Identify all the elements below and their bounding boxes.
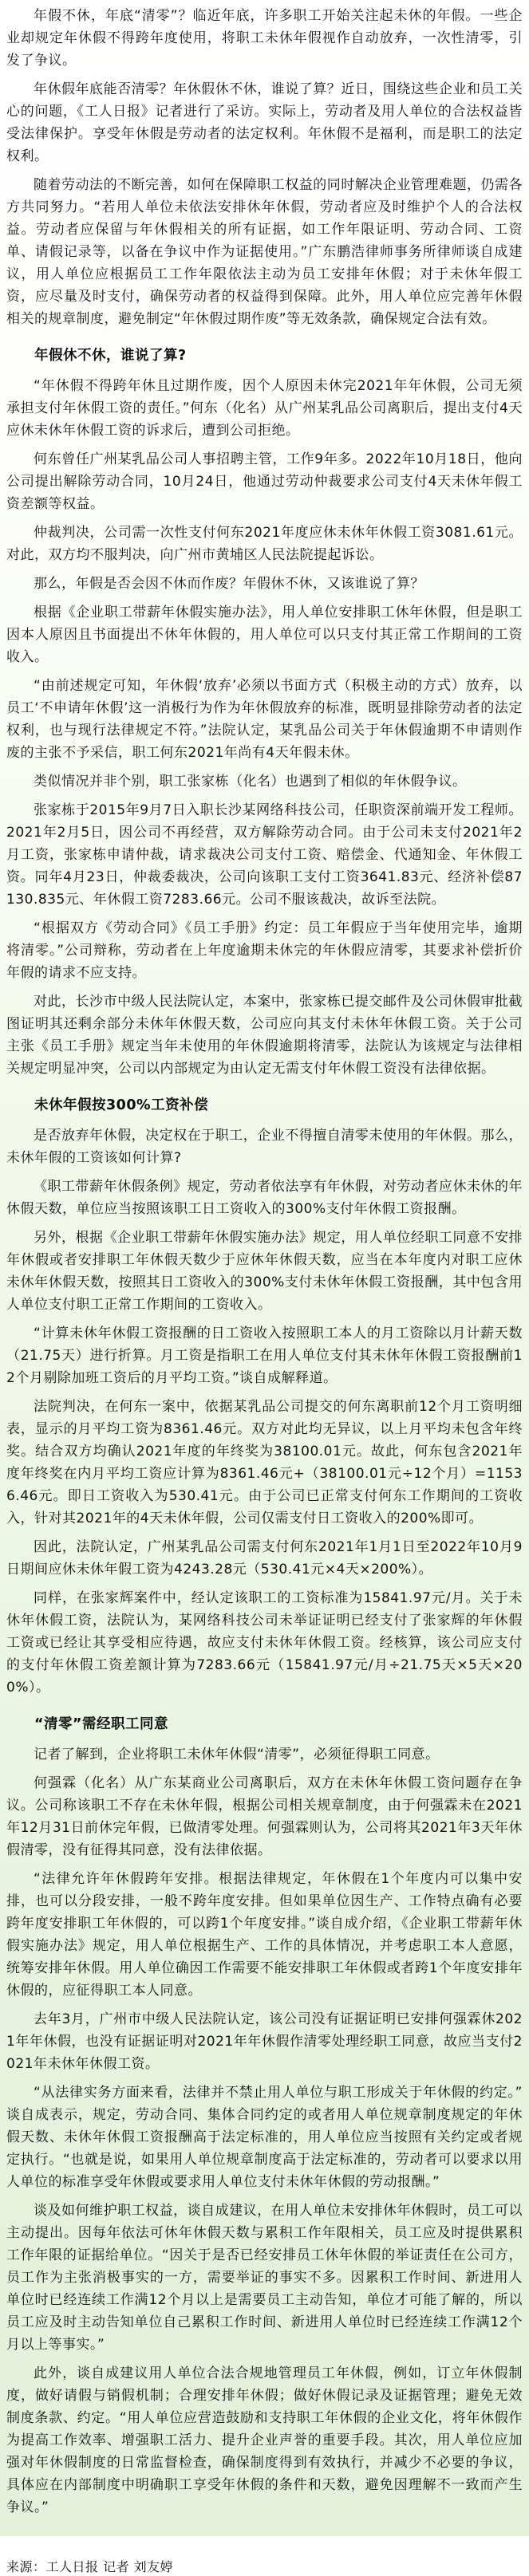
paragraph: 此外，谈自成建议用人单位合法合规地管理员工年休假，例如，订立年休假制度，做好请假与销假机制；合理安排年休假；做好休假记录及证据管理；避免无效制度条款、约定。“用人单位应营造鼓励和支持职工年休假的企业文化，将年休假作为提高工作效率、增强职工活力、提升企业声誉的重要手段。其次，用人单位应加强对年休假制度的日常监督检查，确保制度得到有效执行，并减少不必要的争议，具体应在内部制度中明确职工享受年休假的条件和天数，避免因理解不一致而产生争议。” bbox=[6, 2365, 523, 2515]
section-heading: 未休年假按300%工资补偿 bbox=[34, 1097, 209, 1113]
section-heading: “清零”需经职工同意 bbox=[34, 1716, 169, 1732]
paragraph: 同样，在张家辉案件中，经认定该职工的工资标准为15841.97元/月。关于未休年休假工资，法院认为，某网络科技公司未举证证明已经支付了张家辉的年休假工资或已经让其享受相应待遇，故应支付未休年休假工资。经核算，该公司应支付的支付年休假工资差额计算为7283.66元（15841.97元/月÷21.75天×5天×200%）。 bbox=[6, 1590, 523, 1696]
section-heading: 年假休不休，谁说了算? bbox=[34, 348, 187, 364]
paragraph: 因此，法院认定，广州某乳品公司需支付何东2021年1月1日至2022年10月9日期间应休未休年假工资为4243.28元（530.41元×4天×200%）。 bbox=[6, 1539, 523, 1578]
paragraph: “从法律实务方面来看，法律并不禁止用人单位与职工形成关于年休假的约定。”谈自成表示，规定，劳动合同、集体合同约定的或者用人单位规章制度规定的年休假天数、未休年休假工资报酬高于法定标准的，用人单位应当按照有关约定或者规定执行。“也就是说，如果用人单位规章制度高于法定标准的，劳动者可以要求以用人单位的标准享受年休假或要求用人单位支付未休年休假的劳动报酬。” bbox=[6, 2085, 523, 2190]
source-attribution: 来源：工人日报 记者 刘友婷 bbox=[6, 2559, 174, 2574]
paragraph: 是否放弃年休假，决定权在于职工，企业不得擅自清零未使用的年休假。那么，未休年假的工资该如何计算? bbox=[6, 1128, 523, 1166]
paragraph: 年休假年底能否清零？年休假休不休，谁说了算？近日，围绕这些企业和员工关心的问题，《工人日报》记者进行了采访。实际上，劳动者及用人单位的合法权益皆受法律保护。享受年休假是劳动者的法定权利。年休假不是福利，而是职工的法定权利。 bbox=[6, 81, 523, 164]
paragraph: “法律允许年休假跨年安排。根据法律规定，年休假在1个年度内可以集中安排，也可以分段安排，一般不跨年度安排。但如果单位因生产、工作特点确有必要跨年度安排职工年休假的，可以跨1个年度安排。”谈自成介绍，《企业职工带薪年休假实施办法》规定，用人单位根据生产、工作的具体情况，并考虑职工本人意愿，统筹安排年休假。用人单位确因工作需要不能安排职工年休假或者跨1个年度安排年休假的，应征得职工本人同意。 bbox=[6, 1871, 523, 1999]
paragraph: 法院判决，在何东一案中，依据某乳品公司提交的何东离职前12个月工资明细表，显示的月平均工资为8361.46元。双方对此均无异议，以上月平均未包含年终奖。结合双方均确认2021年度的年终奖为38100.01元。故此，何东包含2021年度年终奖在内月平均工资应计算为8361.46元+（38100.01元÷12个月）=11536.46元。即日工资收入为530.41元。由于公司已正常支付何东工作期间的工资收入，针对其2021年的4天未休年假，公司仅需支付日工资收入的200%即可。 bbox=[6, 1399, 523, 1526]
paragraph: “根据双方《劳动合同》《员工手册》约定：员工年假应于当年使用完毕，逾期将清零。”公司辩称，劳动者在上年度逾期未休完的年休假应清零，其要求补偿折价年假的请求不应支持。 bbox=[6, 920, 523, 981]
paragraph: “年休假不得跨年休且过期作废，因个人原因未休完2021年年休假，公司无须承担支付年休假工资的责任。”何东（化名）从广州某乳品公司离职后，提出支付4天应休未休年休假工资的诉求后，遭到公司拒绝。 bbox=[6, 378, 523, 439]
paragraph: 随着劳动法的不断完善，如何在保障职工权益的同时解决企业管理难题，仍需各方共同努力。“若用人单位未依法安排休年休假，劳动者应及时维护个人的合法权益。劳动者应保留与年休假相关的所有证据，如工作年限证明、劳动合同、工资单、请假记录等，以备在争议中作为证据使用。”广东鹏浩律师事务所律师谈自成建议，用人单位应根据员工工作年限依法主动为员工安排年休假；对于未休年假工资，应尽量及时支付，确保劳动者的权益得到保障。此外，用人单位应完善年休假相关的规章制度，避免制定“年休假过期作废”等无效条款，确保规定合法有效。 bbox=[6, 177, 523, 327]
paragraph: 类似情况并非个别，职工张家栋（化名）也遇到了相似的年休假争议。 bbox=[34, 774, 467, 790]
paragraph: 何强霖（化名）从广东某商业公司离职后，双方在未休年休假工资问题存在争议。公司称该职工不存在未休年假，根据公司相关规章制度，由于何强霖未在2021年12月31日前休完年假，已做清零处理。何强霖则认为，公司将其2021年3天年休假清零，没有征得其同意，没有法律依据。 bbox=[6, 1775, 523, 1858]
paragraph: “计算未休年休假工资报酬的日工资收入按照职工本人的月工资除以月计薪天数（21.75天）进行折算。月工资是指职工在用人单位支付其未休年休假工资报酬前12个月剔除加班工资后的月平均工资。”谈自成解释道。 bbox=[6, 1325, 523, 1386]
paragraph: 那么，年假是否会因不休而作废？年假休不休，又该谁说了算？ bbox=[34, 576, 424, 592]
paragraph: 去年3月，广州市中级人民法院认定，该公司没有证据证明已安排何强霖休2021年年休假，也没有证据证明对2021年年休假作清零处理经职工同意，故应当支付2021年未休年休假工资。 bbox=[6, 2011, 523, 2072]
paragraph: “由前述规定可知，年休假‘放弃’必须以书面方式（积极主动的方式）放弃，以员工‘不申请年休假’这一消极行为作为年休假放弃的标准，既明显排除劳动者的法定权利，也与现行法律规定不符。”法院认定，某乳品公司关于年休假逾期不申请则作废的主张不予采信，职工何东2021年尚有4天年假未休。 bbox=[6, 678, 523, 761]
paragraph: 对此，长沙市中级人民法院认定，本案中，张家栋已提交邮件及公司休假审批截图证明其还剩余部分未休年休假天数，公司应向其支付未休年休假工资。关于公司主张《员工手册》规定当年未使用的年休假逾期将清零，法院认为该规定与法律相关规定明显冲突，公司以内部规定为由认定无需支付年休假工资没有法律依据。 bbox=[6, 994, 523, 1077]
paragraph: 《职工带薪年休假条例》规定，劳动者依法享有年休假，对劳动者应休未休的年休假天数，单位应当按照该职工日工资收入的300%支付年休假工资报酬。 bbox=[6, 1179, 523, 1217]
paragraph: 根据《企业职工带薪年休假实施办法》，用人单位安排职工休年休假，但是职工因本人原因且书面提出不休年休假的，用人单位可以只支付其正常工作期间的工资收入。 bbox=[6, 605, 523, 665]
paragraph: 张家栋于2015年9月7日入职长沙某网络科技公司，任职资深前端开发工程师。2021年2月5日，因公司不再经营，双方解除劳动合同。由于公司未支付2021年2月工资，张家栋申请仲裁，请求裁决公司支付工资、赔偿金、代通知金、年休假工资。同年4月23日，仲裁委裁决，公司向该职工支付工资3641.83元、经济补偿87130.835元、年休假工资7283.66元。公司不服该裁决，故诉至法院。 bbox=[6, 802, 523, 908]
paragraph: 仲裁判决，公司需一次性支付何东2021年度应休未休年休假工资3081.61元。对此，双方均不服判决，向广州市黄埔区人民法院提起诉讼。 bbox=[6, 525, 523, 563]
paragraph: 谈及如何维护职工权益，谈自成建议，在用人单位未安排休年休假时，员工可以主动提出。因每年依法可休年休假天数与累积工作年限相关，员工应及时提供累积工作年限的证据给单位。“因关于是否已经安排员工休年休假的举证责任在公司方，员工作为主张消极事实的一方，需要举证的事实不多。因累积工作时间、新进用人单位时已经连续工作满12个月以上是需要员工主动告知，单位才可能了解的，所以员工应及时主动告知单位自己累积工作时间、新进用人单位时已经连续工作满12个月以上等事实。” bbox=[6, 2203, 523, 2353]
paragraph: 年假不休，年底“清零”？临近年底，许多职工开始关注起未休的年假。一些企业却规定年休假不得跨年度使用，将职工未休年假视作自动放弃，一次性清零，引发了争议。 bbox=[6, 8, 523, 69]
paragraph: 另外，根据《企业职工带薪年休假实施办法》规定，用人单位经职工同意不安排年休假或者安排职工年休假天数少于应休年休假天数，应当在本年度内对职工应休未休年休假天数，按照其日工资收入的300%支付未休年休假工资报酬，其中包含用人单位支付职工正常工作期间的工资收入。 bbox=[6, 1230, 523, 1313]
paragraph: 记者了解到，企业将职工未休年休假“清零”，必须征得职工同意。 bbox=[34, 1747, 440, 1763]
paragraph: 何东曾任广州某乳品公司人事招聘主管，工作9年多。2022年10月18日，他向公司提出解除劳动合同，10月24日，他通过劳动仲裁要求公司支付4天未休年假工资差额等权益。 bbox=[6, 451, 523, 512]
